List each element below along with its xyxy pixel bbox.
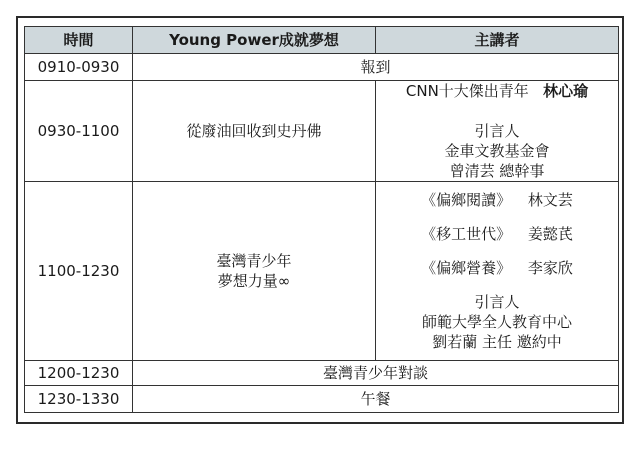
table-row	[25, 54, 619, 81]
time-cell: 0930-1100	[25, 81, 133, 182]
speaker-name: 林心瑜	[543, 82, 589, 100]
book-title: 《偏鄉閱讀》	[421, 191, 512, 209]
book-row	[380, 258, 614, 278]
topic-cell	[133, 182, 376, 361]
book-author: 林文芸	[527, 191, 573, 209]
speaker-cell	[376, 182, 619, 361]
topic-line2: 夢想力量∞	[217, 272, 291, 290]
header-row	[25, 27, 619, 54]
speaker-title: CNN十大傑出青年	[405, 82, 529, 100]
topic-cell: 從廢油回收到史丹佛	[133, 81, 376, 182]
book-author: 李家欣	[527, 259, 573, 277]
book-row	[380, 190, 614, 210]
book-author: 姜懿芪	[527, 225, 573, 243]
time-cell: 1200-1230	[25, 361, 133, 386]
intro-person: 曾清芸 總幹事	[449, 162, 545, 180]
speaker-cell	[376, 81, 619, 182]
intro-org: 金車文教基金會	[444, 142, 550, 160]
time-cell: 0910-0930	[25, 54, 133, 81]
speaker-line	[380, 81, 614, 101]
book-row	[380, 224, 614, 244]
table-row	[25, 386, 619, 413]
book-title: 《偏鄉營養》	[421, 259, 512, 277]
intro-label: 引言人	[474, 122, 520, 140]
time-cell: 1100-1230	[25, 182, 133, 361]
intro-org: 師範大學全人教育中心	[421, 313, 572, 331]
time-cell: 1230-1330	[25, 386, 133, 413]
header-time: 時間	[25, 27, 133, 54]
table-row	[25, 81, 619, 182]
lunch-cell: 午餐	[133, 386, 619, 413]
registration-cell: 報到	[133, 54, 619, 81]
header-topic: Young Power成就夢想	[133, 27, 376, 54]
header-speaker: 主講者	[376, 27, 619, 54]
intro-label: 引言人	[474, 293, 520, 311]
schedule-table	[24, 26, 619, 413]
dialogue-cell: 臺灣青少年對談	[133, 361, 619, 386]
topic-line1: 臺灣青少年	[216, 252, 292, 270]
intro-person: 劉若蘭 主任 邀約中	[432, 333, 562, 351]
table-row	[25, 361, 619, 386]
book-title: 《移工世代》	[421, 225, 512, 243]
table-row	[25, 182, 619, 361]
